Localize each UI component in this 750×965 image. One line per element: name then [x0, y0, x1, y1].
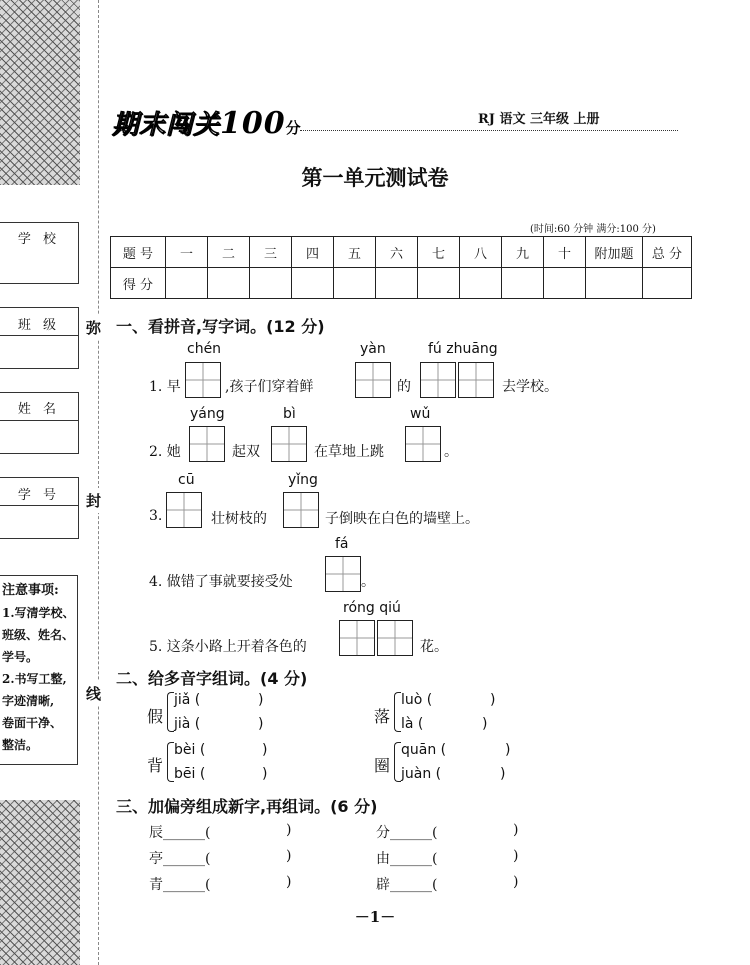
edition-info: RJ 语文 三年级 上册 — [478, 112, 600, 127]
name-label: 姓 名 — [17, 402, 61, 417]
brace-icon — [167, 692, 174, 732]
name-line — [0, 420, 78, 421]
score-cell[interactable] — [334, 268, 376, 299]
section2-heading: 二、给多音字组词。(4 分) — [116, 669, 308, 688]
table-cell: 四 — [292, 237, 334, 268]
table-cell: 一 — [166, 237, 208, 268]
table-cell: 六 — [376, 237, 418, 268]
notes-line: 学号。 — [2, 650, 39, 664]
writing-grid[interactable] — [377, 620, 413, 656]
pinyin-label: chén — [187, 341, 222, 357]
writing-grid[interactable] — [271, 426, 307, 462]
class-line — [0, 335, 78, 336]
page-title: 第一单元测试卷 — [301, 165, 449, 190]
question-text: 花。 — [420, 639, 448, 655]
score-header-row — [111, 237, 692, 268]
question-text: 。 — [444, 444, 458, 460]
score-table — [110, 236, 692, 299]
close-paren: ) — [286, 848, 292, 864]
school-label: 学 校 — [17, 232, 61, 247]
question-text: 。 — [361, 574, 375, 590]
notes-line: 1.写清学校、 — [2, 606, 75, 620]
writing-grid[interactable] — [325, 556, 361, 592]
score-cell[interactable] — [418, 268, 460, 299]
writing-grid[interactable] — [355, 362, 391, 398]
question-text: 壮树枝的 — [211, 511, 267, 527]
radical-item: 辰______( — [149, 825, 211, 841]
writing-grid[interactable] — [283, 492, 319, 528]
table-cell: 七 — [418, 237, 460, 268]
time-note: (时间:60 分钟 满分:100 分) — [530, 224, 656, 235]
radical-item: 由______( — [376, 851, 438, 867]
writing-grid[interactable] — [339, 620, 375, 656]
brace-icon — [394, 692, 401, 732]
notes-title: 注意事项: — [2, 583, 59, 598]
class-label: 班 级 — [17, 318, 61, 333]
radical-item: 辟______( — [376, 877, 438, 893]
score-cell[interactable] — [586, 268, 643, 299]
pinyin-label: fá — [335, 536, 349, 552]
table-cell: 九 — [502, 237, 544, 268]
pinyin-label: wǔ — [410, 406, 431, 422]
close-paren: ) — [262, 742, 268, 758]
table-cell: 总 分 — [643, 237, 692, 268]
radical-item: 分______( — [376, 825, 438, 841]
section3-heading: 三、加偏旁组成新字,再组词。(6 分) — [116, 797, 378, 816]
question-text: 4. 做错了事就要接受处 — [149, 574, 293, 590]
table-cell: 五 — [334, 237, 376, 268]
score-input-row — [111, 268, 692, 299]
seal-line — [98, 0, 99, 965]
notes-line: 2.书写工整, — [2, 672, 67, 686]
question-text: 1. 早 — [149, 379, 181, 395]
table-cell: 得 分 — [111, 268, 166, 299]
polyphone-char: 背 — [147, 756, 164, 775]
student-id-label: 学 号 — [17, 488, 61, 503]
question-text: 起双 — [232, 444, 260, 460]
score-cell[interactable] — [208, 268, 250, 299]
question-text: ,孩子们穿着鲜 — [225, 379, 314, 395]
table-cell: 题 号 — [111, 237, 166, 268]
pinyin-label: yǐng — [288, 472, 318, 488]
question-text: 3. — [149, 508, 163, 524]
pinyin-label: cū — [178, 472, 195, 488]
radical-item: 亭______( — [149, 851, 211, 867]
score-cell[interactable] — [643, 268, 692, 299]
table-cell: 三 — [250, 237, 292, 268]
header-divider — [300, 130, 678, 131]
close-paren: ) — [505, 742, 511, 758]
question-text: 2. 她 — [149, 444, 181, 460]
notes-line: 整洁。 — [2, 738, 39, 752]
score-cell[interactable] — [376, 268, 418, 299]
reading-label: luò ( — [401, 692, 433, 708]
seal-char-feng: 封 — [86, 488, 101, 513]
decorative-pattern-top — [0, 0, 80, 185]
polyphone-char: 圈 — [374, 756, 391, 775]
seal-char-xian: 线 — [86, 681, 101, 706]
reading-label: là ( — [401, 716, 424, 732]
writing-grid[interactable] — [189, 426, 225, 462]
reading-label: jià ( — [174, 716, 201, 732]
writing-grid[interactable] — [405, 426, 441, 462]
reading-label: jiǎ ( — [174, 692, 201, 708]
logo-number: 100 — [220, 106, 286, 141]
pinyin-label: bì — [283, 406, 296, 422]
writing-grid[interactable] — [420, 362, 456, 398]
pinyin-label: yàn — [360, 341, 386, 357]
brace-icon — [394, 742, 401, 782]
reading-label: bēi ( — [174, 766, 206, 782]
score-cell[interactable] — [166, 268, 208, 299]
page-number: －1－ — [354, 908, 396, 926]
series-logo — [112, 104, 302, 141]
close-paren: ) — [500, 766, 506, 782]
close-paren: ) — [286, 822, 292, 838]
notes-line: 卷面干净、 — [2, 716, 63, 730]
logo-text: 期末闯关 — [112, 110, 221, 140]
student-id-line — [0, 505, 78, 506]
notes-line: 班级、姓名、 — [2, 628, 75, 642]
score-cell[interactable] — [544, 268, 586, 299]
seal-char-mi: 弥 — [86, 315, 101, 340]
logo-unit: 分 — [285, 119, 302, 137]
polyphone-char: 假 — [147, 707, 164, 726]
score-cell[interactable] — [250, 268, 292, 299]
close-paren: ) — [513, 822, 519, 838]
reading-label: juàn ( — [401, 766, 442, 782]
reading-label: bèi ( — [174, 742, 206, 758]
table-cell: 十 — [544, 237, 586, 268]
score-cell[interactable] — [502, 268, 544, 299]
writing-grid[interactable] — [458, 362, 494, 398]
pinyin-label: yáng — [190, 406, 225, 422]
writing-grid[interactable] — [185, 362, 221, 398]
section1-heading: 一、看拼音,写字词。(12 分) — [116, 317, 325, 336]
table-cell: 附加题 — [586, 237, 643, 268]
polyphone-char: 落 — [374, 707, 391, 726]
close-paren: ) — [262, 766, 268, 782]
score-cell[interactable] — [292, 268, 334, 299]
question-text: 在草地上跳 — [314, 444, 384, 460]
reading-label: quān ( — [401, 742, 447, 758]
notes-line: 字迹清晰, — [2, 694, 55, 708]
question-text: 去学校。 — [502, 379, 558, 395]
close-paren: ) — [286, 874, 292, 890]
table-cell: 八 — [460, 237, 502, 268]
close-paren: ) — [513, 874, 519, 890]
pinyin-label: fú zhuāng — [428, 341, 498, 357]
brace-icon — [167, 742, 174, 782]
question-text: 5. 这条小路上开着各色的 — [149, 639, 307, 655]
score-cell[interactable] — [460, 268, 502, 299]
question-text: 的 — [397, 379, 411, 395]
pinyin-label: róng qiú — [343, 600, 401, 616]
radical-item: 青______( — [149, 877, 211, 893]
close-paren: ) — [258, 716, 264, 732]
writing-grid[interactable] — [166, 492, 202, 528]
table-cell: 二 — [208, 237, 250, 268]
close-paren: ) — [490, 692, 496, 708]
close-paren: ) — [513, 848, 519, 864]
close-paren: ) — [258, 692, 264, 708]
notes-box — [0, 575, 78, 765]
close-paren: ) — [482, 716, 488, 732]
question-text: 子倒映在白色的墙壁上。 — [325, 511, 479, 527]
decorative-pattern-bottom — [0, 800, 80, 965]
